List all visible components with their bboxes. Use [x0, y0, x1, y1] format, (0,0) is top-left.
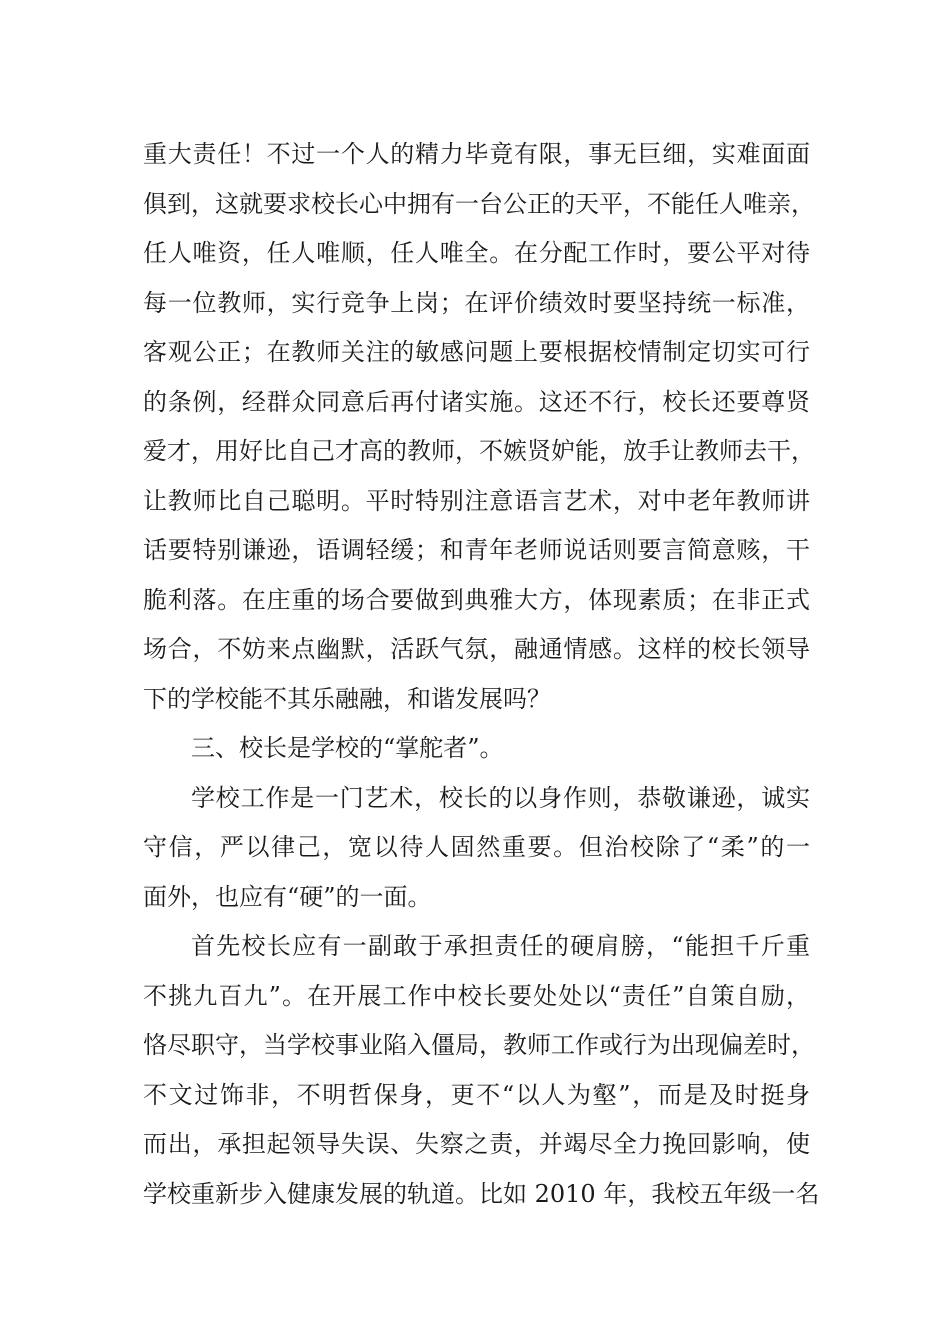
- text-line: 客观公正；在教师关注的敏感问题上要根据校情制定切实可行: [143, 338, 810, 366]
- text-line: 下的学校能不其乐融融，和谐发展吗？: [143, 684, 551, 713]
- text-line: 学校工作是一门艺术，校长的以身作则，恭敬谦逊，诚实: [191, 783, 810, 812]
- text-line: 面外，也应有“硬”的一面。: [143, 882, 432, 911]
- text-line: 任人唯资，任人唯顺，任人唯全。在分配工作时，要公平对待: [143, 239, 810, 267]
- text-line: 爱才，用好比自己才高的教师，不嫉贤妒能，放手让教师去干，: [143, 437, 815, 465]
- text-line: 话要特别谦逊，语调轻缓；和青年老师说话则要言简意赅，干: [143, 536, 810, 564]
- text-line: 守信，严以律己，宽以待人固然重要。但治校除了“柔”的一: [143, 833, 810, 861]
- text-line: 俱到，这就要求校长心中拥有一台公正的天平，不能任人唯亲，: [143, 189, 815, 218]
- text-line: 不挑九百九”。在开展工作中校长要处处以“责任”自策自励，: [143, 981, 810, 1010]
- text-line: 学校重新步入健康发展的轨道。比如 2010 年，我校五年级一名: [143, 1179, 820, 1208]
- document-body-text: [143, 130, 820, 1219]
- text-line: 不文过饰非，不明哲保身，更不“以人为壑”，而是及时挺身: [143, 1080, 810, 1109]
- text-line: 场合，不妨来点幽默，活跃气氛，融通情感。这样的校长领导: [143, 635, 810, 663]
- text-line: 每一位教师，实行竞争上岗；在评价绩效时要坚持统一标准，: [143, 288, 810, 317]
- text-line: 三、校长是学校的“掌舵者”。: [191, 734, 504, 762]
- text-line: 重大责任！不过一个人的精力毕竟有限，事无巨细，实难面面: [143, 140, 810, 168]
- text-line: 恪尽职守，当学校事业陷入僵局，教师工作或行为出现偏差时，: [143, 1031, 815, 1059]
- text-line: 让教师比自己聪明。平时特别注意语言艺术，对中老年教师讲: [143, 486, 810, 515]
- text-line: 首先校长应有一副敢于承担责任的硬肩膀，“能担千斤重: [191, 932, 810, 960]
- text-line: 而出，承担起领导失误、失察之责，并竭尽全力挽回影响，使: [143, 1130, 810, 1158]
- text-line: 的条例，经群众同意后再付诸实施。这还不行，校长还要尊贤: [143, 387, 810, 416]
- text-line: 脆利落。在庄重的场合要做到典雅大方，体现素质；在非正式: [143, 585, 810, 614]
